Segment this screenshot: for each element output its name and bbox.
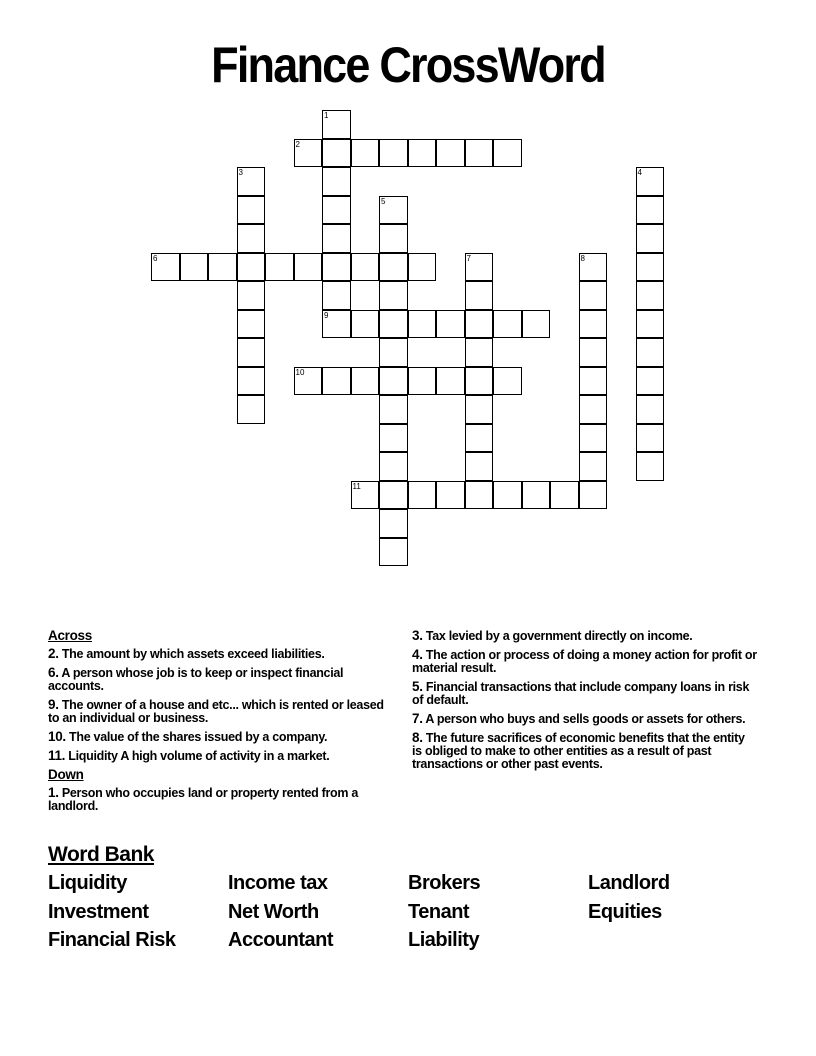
grid-cell[interactable] [237, 224, 266, 253]
clue-number: 10 [295, 367, 305, 377]
grid-cell[interactable] [579, 310, 608, 339]
clue-label-number: 8. [412, 730, 423, 745]
clue-number: 3 [238, 168, 243, 177]
grid-cell[interactable] [322, 196, 351, 225]
clue-number: 5 [381, 196, 386, 206]
grid-cell[interactable] [493, 367, 522, 396]
grid-cell[interactable] [636, 367, 665, 396]
clue-label-number: 9. [48, 697, 59, 712]
clue-label-number: 11. [48, 748, 66, 763]
clue-text: The action or process of doing a money action for profit or material result. [412, 648, 757, 675]
grid-cell[interactable] [379, 139, 408, 168]
grid-cell[interactable] [408, 139, 437, 168]
down-clue [412, 648, 757, 675]
grid-cell[interactable] [237, 196, 266, 225]
word-bank-word: Investment [48, 901, 149, 923]
down-clue [48, 786, 398, 813]
grid-cell[interactable] [579, 481, 608, 510]
grid-cell[interactable] [379, 452, 408, 481]
clue-text: Liquidity A high volume of activity in a market. [65, 749, 330, 763]
grid-cell[interactable] [351, 367, 380, 396]
grid-cell[interactable] [465, 395, 494, 424]
grid-cell[interactable] [408, 367, 437, 396]
grid-cell[interactable] [465, 338, 494, 367]
grid-cell[interactable] [379, 338, 408, 367]
grid-cell[interactable] [579, 338, 608, 367]
grid-cell[interactable] [636, 253, 665, 282]
clue-label-number: 1. [48, 785, 59, 800]
grid-cell[interactable] [636, 338, 665, 367]
clue-label-number: 10. [48, 729, 66, 744]
grid-cell[interactable] [180, 253, 209, 282]
grid-cell[interactable] [322, 224, 351, 253]
clue-number: 8 [580, 253, 585, 263]
grid-cell[interactable] [379, 509, 408, 538]
grid-cell[interactable] [351, 253, 380, 282]
grid-cell[interactable] [636, 452, 665, 481]
clue-label-number: 5. [412, 679, 423, 694]
grid-cell[interactable] [579, 367, 608, 396]
grid-cell[interactable] [522, 481, 551, 510]
grid-cell[interactable] [237, 253, 266, 282]
grid-cell[interactable] [465, 481, 494, 510]
grid-cell[interactable] [436, 367, 465, 396]
grid-cell[interactable] [237, 167, 266, 196]
grid-cell[interactable] [379, 281, 408, 310]
clue-text: A person whose job is to keep or inspect financial accounts. [48, 666, 344, 693]
grid-cell[interactable] [379, 367, 408, 396]
grid-cell[interactable] [322, 281, 351, 310]
word-bank-word: Liquidity [48, 872, 127, 894]
grid-cell[interactable] [322, 167, 351, 196]
grid-cell[interactable] [436, 310, 465, 339]
grid-cell[interactable] [408, 253, 437, 282]
word-bank-word: Liability [408, 929, 480, 951]
grid-cell[interactable] [636, 395, 665, 424]
grid-cell[interactable] [322, 110, 351, 139]
grid-cell[interactable] [550, 481, 579, 510]
grid-cell[interactable] [579, 452, 608, 481]
clue-number: 11 [352, 481, 361, 491]
clues-left-column [48, 629, 398, 818]
grid-cell[interactable] [351, 139, 380, 168]
grid-cell[interactable] [465, 424, 494, 453]
clue-text: A person who buys and sells goods or assets for others. [422, 712, 746, 726]
grid-cell[interactable] [322, 139, 351, 168]
grid-cell[interactable] [465, 139, 494, 168]
clues-right-column [412, 629, 757, 776]
grid-cell[interactable] [351, 310, 380, 339]
grid-cell[interactable] [237, 338, 266, 367]
clue-text: Person who occupies land or property rented from a landlord. [48, 786, 359, 813]
word-bank-word: Net Worth [228, 901, 319, 923]
word-bank-word: Brokers [408, 872, 481, 894]
across-clue [48, 647, 398, 661]
grid-cell[interactable] [379, 310, 408, 339]
clue-text: The value of the shares issued by a company. [65, 730, 328, 744]
word-bank-word: Landlord [588, 872, 670, 894]
grid-cell[interactable] [237, 395, 266, 424]
clue-label-number: 6. [48, 665, 59, 680]
grid-cell[interactable] [379, 253, 408, 282]
clue-number: 7 [466, 253, 471, 263]
grid-cell[interactable] [379, 538, 408, 567]
word-bank-word: Accountant [228, 929, 333, 951]
word-bank-word: Income tax [228, 872, 328, 894]
grid-cell[interactable] [237, 281, 266, 310]
grid-cell[interactable] [322, 310, 351, 339]
grid-cell[interactable] [493, 310, 522, 339]
word-bank-title: Word Bank [48, 843, 154, 866]
grid-cell[interactable] [379, 196, 408, 225]
word-bank-word: Tenant [408, 901, 470, 923]
down-clue [412, 629, 757, 643]
grid-cell[interactable] [294, 367, 323, 396]
down-heading: Down [48, 767, 84, 782]
clue-label-number: 4. [412, 647, 423, 662]
grid-cell[interactable] [379, 481, 408, 510]
grid-cell[interactable] [636, 167, 665, 196]
grid-cell[interactable] [465, 310, 494, 339]
grid-cell[interactable] [237, 367, 266, 396]
clue-number: 9 [324, 310, 329, 320]
clue-label-number: 7. [412, 711, 423, 726]
clue-number: 4 [637, 168, 642, 177]
clue-label-number: 3. [412, 628, 423, 643]
grid-cell[interactable] [294, 139, 323, 168]
grid-cell[interactable] [237, 310, 266, 339]
clue-text: Financial transactions that include company loans in risk of default. [412, 680, 750, 707]
down-clue [412, 731, 757, 771]
word-bank-word: Financial Risk [48, 929, 176, 951]
clue-text: The amount by which assets exceed liabilities. [58, 647, 325, 661]
down-clue [412, 712, 757, 726]
grid-cell[interactable] [579, 253, 608, 282]
grid-cell[interactable] [636, 224, 665, 253]
grid-cell[interactable] [208, 253, 237, 282]
grid-cell[interactable] [579, 395, 608, 424]
grid-cell[interactable] [579, 424, 608, 453]
grid-cell[interactable] [493, 481, 522, 510]
grid-cell[interactable] [379, 224, 408, 253]
grid-cell[interactable] [322, 253, 351, 282]
grid-cell[interactable] [408, 310, 437, 339]
grid-cell[interactable] [465, 367, 494, 396]
page-title: Finance CrossWord [211, 37, 605, 93]
clue-text: The owner of a house and etc... which is rented or leased to an individual or business. [48, 698, 384, 725]
grid-cell[interactable] [436, 481, 465, 510]
grid-cell[interactable] [379, 395, 408, 424]
across-heading: Across [48, 628, 92, 643]
grid-cell[interactable] [636, 281, 665, 310]
grid-cell[interactable] [522, 310, 551, 339]
across-clue [48, 730, 398, 744]
word-bank-word: Equities [588, 901, 662, 923]
grid-cell[interactable] [493, 139, 522, 168]
grid-cell[interactable] [636, 196, 665, 225]
grid-cell[interactable] [579, 281, 608, 310]
grid-cell[interactable] [151, 253, 180, 282]
across-clue [48, 698, 398, 725]
grid-cell[interactable] [465, 253, 494, 282]
grid-cell[interactable] [436, 139, 465, 168]
down-clue [412, 680, 757, 707]
grid-cell[interactable] [265, 253, 294, 282]
across-clue [48, 666, 398, 693]
clue-number: 2 [295, 139, 300, 149]
clue-text: The future sacrifices of economic benefits that the entity is obliged to make to other entities as a result of past transactions or other past events. [412, 731, 745, 771]
clue-label-number: 2. [48, 646, 59, 661]
grid-cell[interactable] [465, 281, 494, 310]
clue-number: 6 [153, 253, 158, 263]
grid-cell[interactable] [294, 253, 323, 282]
across-clue [48, 749, 398, 763]
grid-cell[interactable] [351, 481, 380, 510]
grid-cell[interactable] [322, 367, 351, 396]
grid-cell[interactable] [379, 424, 408, 453]
grid-cell[interactable] [408, 481, 437, 510]
grid-cell[interactable] [636, 424, 665, 453]
clue-number: 1 [324, 111, 329, 120]
clue-text: Tax levied by a government directly on income. [422, 629, 693, 643]
grid-cell[interactable] [465, 452, 494, 481]
grid-cell[interactable] [636, 310, 665, 339]
